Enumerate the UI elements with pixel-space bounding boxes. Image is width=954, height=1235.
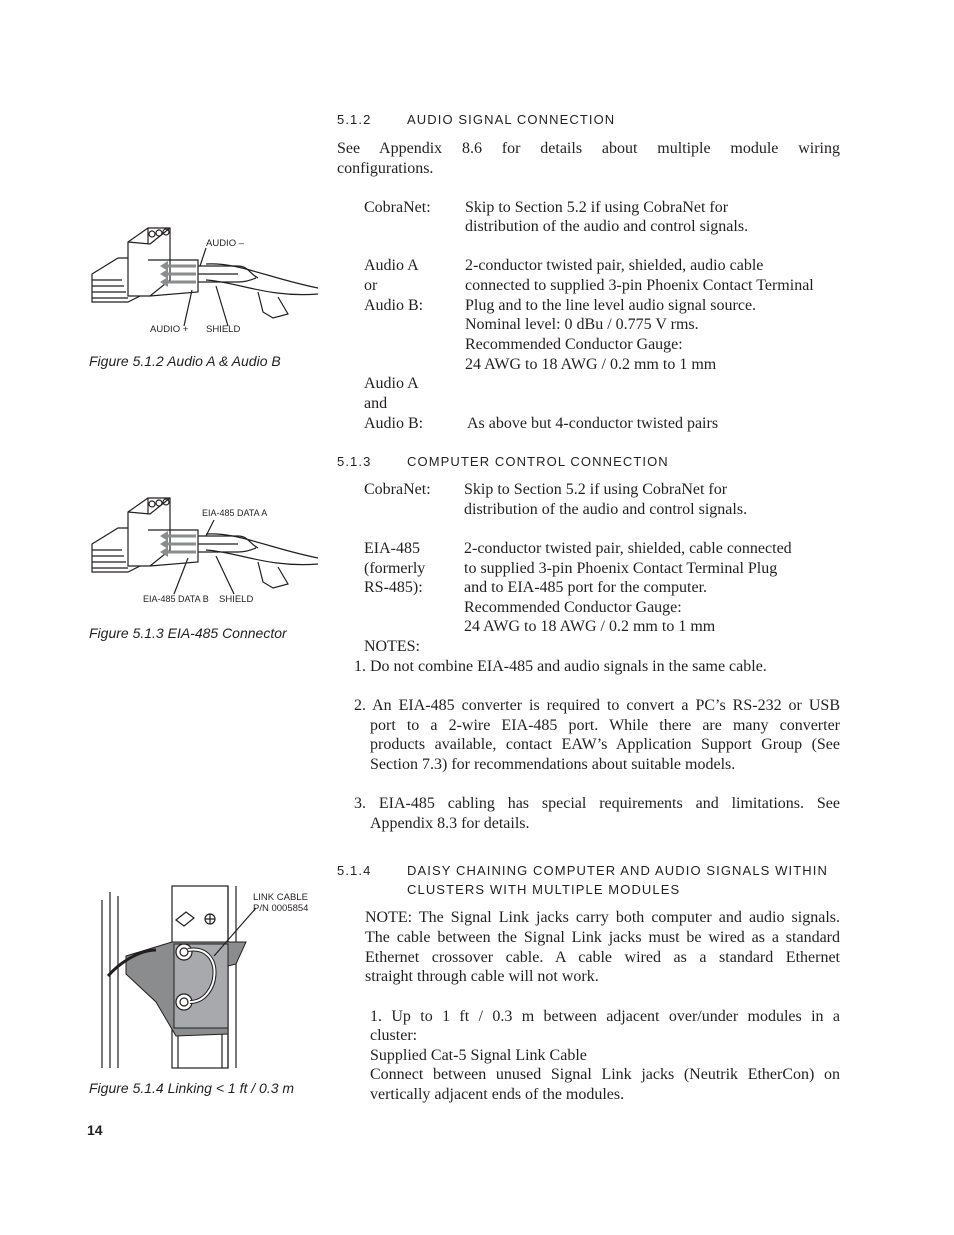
shield-label: SHIELD	[206, 324, 241, 335]
audio-both-label: Audio A	[364, 375, 419, 392]
section-number: 5.1.3	[337, 454, 372, 469]
item-1-line: cluster:	[370, 1027, 418, 1044]
section-number: 5.1.4	[337, 863, 372, 878]
intro-line-1: See Appendix 8.6 for details about multiple module wiring	[337, 140, 840, 157]
note-1: 1. Do not combine EIA-485 and audio signals in the same cable.	[354, 658, 767, 675]
intro-line-2: configurations.	[337, 160, 434, 177]
data-b-label: EIA-485 DATA B	[143, 594, 209, 604]
audio-connector-illustration	[88, 222, 320, 332]
eia-text: 24 AWG to 18 AWG / 0.2 mm to 1 mm	[464, 618, 716, 635]
page-number: 14	[87, 1122, 103, 1138]
item-1-sub: Connect between unused Signal Link jacks (Neutrik EtherCon) on	[370, 1066, 840, 1083]
audio-label: Audio B:	[364, 297, 424, 314]
note-3-line: Appendix 8.3 for details.	[370, 815, 530, 832]
audio-text: 2-conductor twisted pair, shielded, audio cable	[465, 257, 764, 274]
eia-label: EIA-485	[364, 540, 420, 557]
cobranet-label: CobraNet:	[364, 199, 431, 216]
section-title: COMPUTER CONTROL CONNECTION	[407, 454, 669, 469]
eia-label: RS-485):	[364, 579, 423, 596]
cobranet-label: CobraNet:	[364, 481, 431, 498]
note-3-line: 3. EIA-485 cabling has special requirements and limitations. See	[354, 795, 840, 812]
note-line: Ethernet crossover cable. A cable wired as a standard Ethernet	[365, 949, 840, 966]
audio-label: or	[364, 277, 378, 294]
section-title: DAISY CHAINING COMPUTER AND AUDIO SIGNALS WITHIN	[407, 863, 828, 878]
figure-caption: Figure 5.1.4 Linking < 1 ft / 0.3 m	[89, 1080, 295, 1096]
section-title: CLUSTERS WITH MULTIPLE MODULES	[407, 882, 681, 897]
audio-label: Audio A	[364, 257, 419, 274]
cobranet-text-2: distribution of the audio and control signals.	[465, 218, 749, 235]
note-2-line: port to a 2-wire EIA-485 port. While there are many converter	[370, 717, 840, 734]
audio-both-label: and	[364, 395, 388, 412]
eia-text: and to EIA-485 port for the computer.	[464, 579, 708, 596]
notes-label: NOTES:	[364, 638, 420, 655]
cobranet-text-1: Skip to Section 5.2 if using CobraNet for	[464, 481, 728, 498]
item-1-sub: vertically adjacent ends of the modules.	[370, 1086, 625, 1103]
audio-both-label: Audio B:	[364, 415, 424, 432]
item-1-line: 1. Up to 1 ft / 0.3 m between adjacent over/under modules in a	[370, 1008, 840, 1025]
section-number: 5.1.2	[337, 112, 372, 127]
link-cable-label: LINK CABLE	[253, 892, 308, 903]
data-a-label: EIA-485 DATA A	[202, 508, 268, 518]
audio-text: 24 AWG to 18 AWG / 0.2 mm to 1 mm	[465, 356, 717, 373]
figure-caption: Figure 5.1.2 Audio A & Audio B	[89, 353, 281, 369]
note-line: straight through cable will not work.	[365, 968, 599, 985]
eia-text: 2-conductor twisted pair, shielded, cable connected	[464, 540, 792, 557]
figure-caption: Figure 5.1.3 EIA-485 Connector	[89, 625, 287, 641]
shield-label: SHIELD	[219, 594, 254, 605]
eia-text: to supplied 3-pin Phoenix Contact Terminal Plug	[464, 560, 778, 577]
audio-text: connected to supplied 3-pin Phoenix Contact Terminal	[465, 277, 814, 294]
cobranet-text-2: distribution of the audio and control signals.	[464, 501, 748, 518]
cobranet-text-1: Skip to Section 5.2 if using CobraNet for	[465, 199, 729, 216]
part-number-label: P/N 0005854	[253, 903, 309, 914]
eia-label: (formerly	[364, 560, 426, 577]
note-2-line: 2. An EIA-485 converter is required to convert a PC’s RS-232 or USB	[354, 697, 840, 714]
audio-plus-label: AUDIO +	[150, 324, 189, 335]
note-2-line: products available, contact EAW’s Application Support Group (See	[370, 736, 840, 753]
note-line: The cable between the Signal Link jacks must be wired as a standard	[365, 929, 840, 946]
audio-minus-label: AUDIO –	[206, 238, 245, 249]
audio-text: Plug and to the line level audio signal source.	[465, 297, 757, 314]
note-2-line: Section 7.3) for recommendations about suitable models.	[370, 756, 736, 773]
item-1-sub: Supplied Cat-5 Signal Link Cable	[370, 1047, 587, 1064]
note-line: NOTE: The Signal Link jacks carry both computer and audio signals.	[365, 909, 840, 926]
section-title: AUDIO SIGNAL CONNECTION	[407, 112, 616, 127]
audio-both-text: As above but 4-conductor twisted pairs	[467, 415, 719, 432]
audio-text: Recommended Conductor Gauge:	[465, 336, 683, 353]
eia-text: Recommended Conductor Gauge:	[464, 599, 682, 616]
audio-text: Nominal level: 0 dBu / 0.775 V rms.	[465, 316, 699, 333]
